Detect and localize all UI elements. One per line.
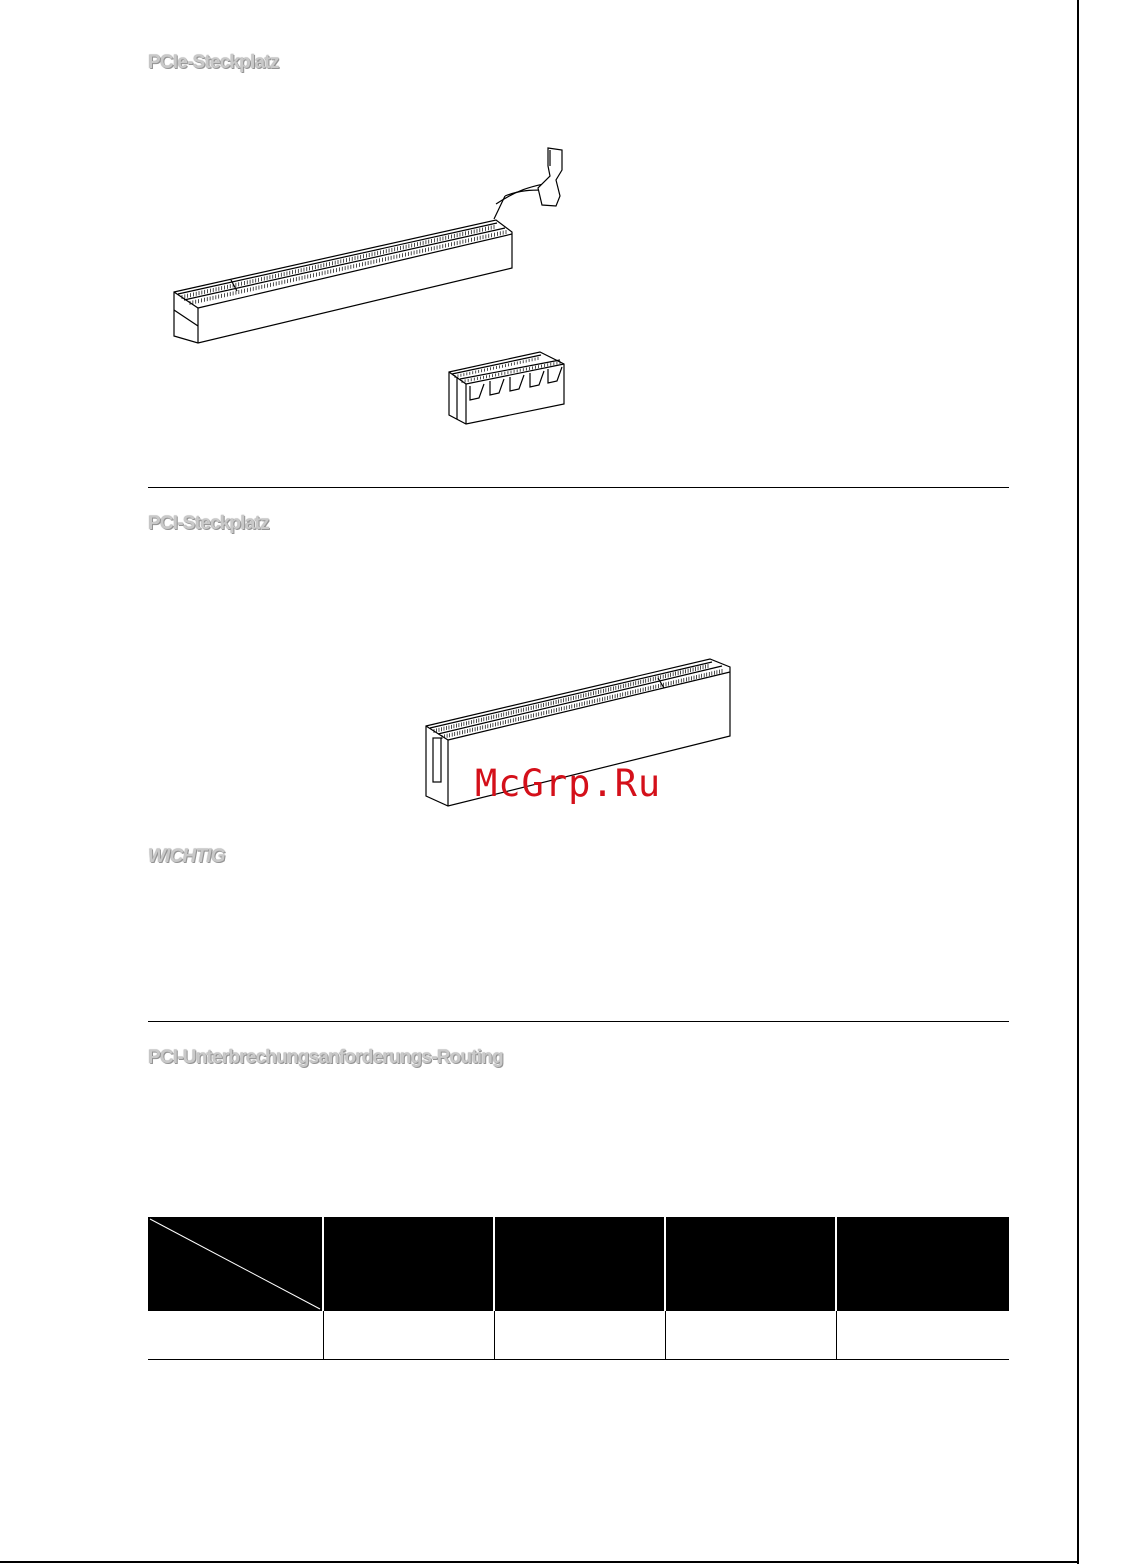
pcie-x16-slot-illustration: [174, 148, 562, 343]
section-divider: [148, 487, 1009, 488]
table-header-cell: [494, 1217, 665, 1311]
irq-routing-heading: PCI-Unterbrechungsanforderungs-Routing: [148, 1047, 503, 1068]
table-cell: [665, 1311, 836, 1360]
pcie-x1-slot-illustration: [449, 352, 564, 424]
pci-slot-heading: PCI-Steckplatz: [148, 513, 269, 534]
watermark: McGrp.Ru: [475, 762, 662, 805]
section-divider: [148, 1021, 1009, 1022]
table-header-cell: [665, 1217, 836, 1311]
table-header-row: [148, 1217, 1009, 1311]
table-cell: [148, 1311, 323, 1360]
table-row: [148, 1311, 1009, 1360]
table-cell: [494, 1311, 665, 1360]
irq-routing-table: [148, 1217, 1009, 1360]
table-header-cell: [323, 1217, 494, 1311]
table-header-cell: [836, 1217, 1009, 1311]
table-corner-cell: [148, 1217, 323, 1311]
table-cell: [323, 1311, 494, 1360]
table-cell: [836, 1311, 1009, 1360]
important-heading: WICHTIG: [148, 846, 225, 867]
diagonal-divider: [148, 1217, 323, 1311]
pcie-slot-heading: PCIe-Steckplatz: [148, 52, 279, 73]
